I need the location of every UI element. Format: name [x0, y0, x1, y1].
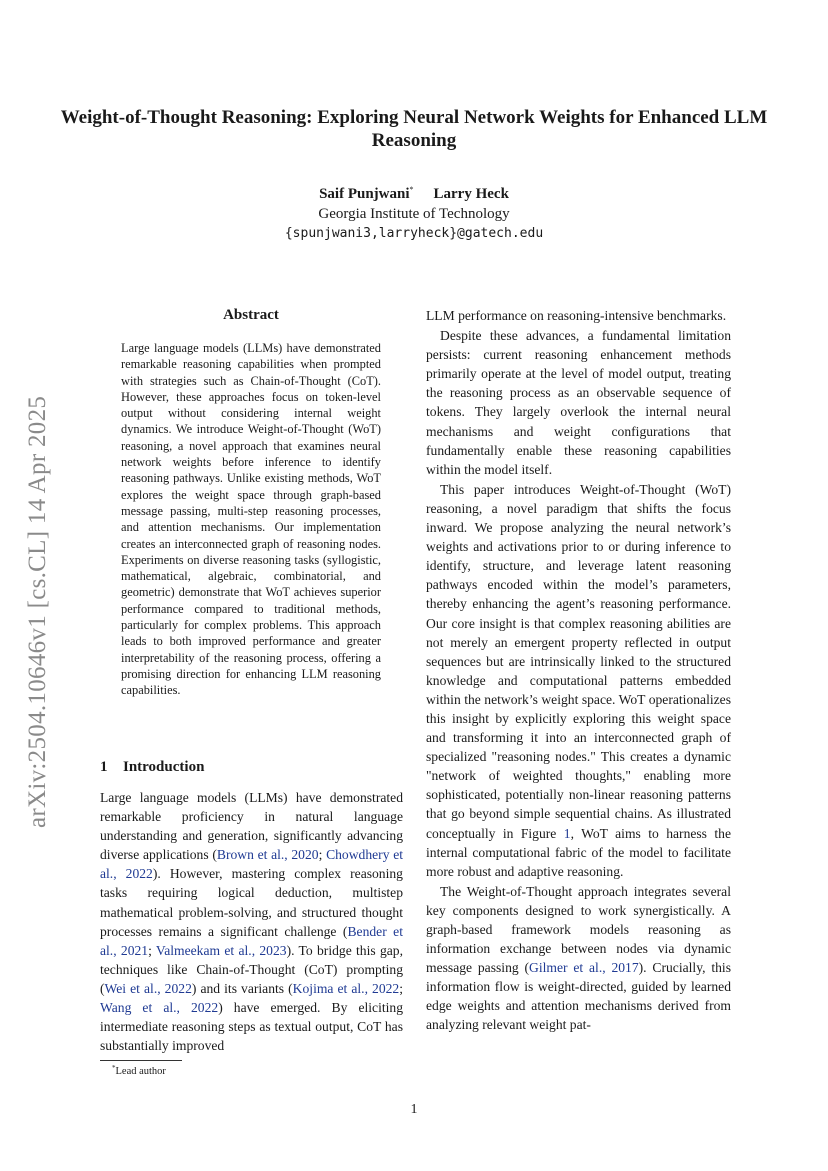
body-text: Large language models (LLMs) have demonstrated remarkable proficiency in natural language understanding and generation, significantly advancing diverse applications ( — [100, 790, 403, 863]
paragraph — [426, 480, 731, 881]
body-text: ; — [318, 847, 327, 863]
introduction-right-column — [426, 306, 731, 1035]
author-footnote-mark[interactable]: * — [409, 185, 414, 194]
citation-link[interactable]: Bender et al., 2021 — [100, 923, 403, 958]
paper-title: Weight-of-Thought Reasoning: Exploring Neural Network Weights for Enhanced LLM Reasoning — [60, 107, 768, 151]
abstract-body: Large language models (LLMs) have demonstrated remarkable reasoning capabilities when prompted with strategies such as Chain-of-Thought (CoT). However, these approaches focus on token-level output without considering internal weight dynamics. We introduce Weight-of-Thought (WoT) reasoning, a novel approach that examines neural network weights before inference to identify reasoning pathways. Unlike existing methods, WoT explores the weight space through graph-based message passing, multi-step reasoning processes, and attention mechanisms. Our implementation creates an interconnected graph of reasoning nodes. Experiments on diverse reasoning tasks (syllogistic, mathematical, algebraic, combinatorial, and geometric) demonstrate that WoT achieves superior performance compared to traditional methods, particularly for complex problems. This approach leads to both improved performance and greater interpretability of the reasoning process, offering a promising direction for enhancing LLM reasoning capabilities. — [121, 341, 381, 698]
author-emails: {spunjwani3,larryheck}@gatech.edu — [284, 226, 544, 241]
citation-link[interactable]: Wang et al., 2022 — [100, 1000, 219, 1016]
footnote — [112, 1064, 166, 1077]
section-number: 1 — [100, 759, 108, 775]
footnote-text: Lead author — [115, 1066, 166, 1077]
body-text: ). Crucially, this information flow is weight-directed, guided by learned edge weights and attention mechanisms derived from analyzing relevant weight pat- — [426, 960, 731, 1033]
page-number: 1 — [410, 1102, 418, 1117]
citation-link[interactable]: Chowdhery et al., 2022 — [100, 847, 403, 882]
author-list — [60, 185, 768, 203]
body-text: ). To bridge this gap, techniques like Chain-of-Thought (CoT) prompting ( — [100, 942, 403, 996]
paragraph — [426, 326, 731, 479]
body-text: LLM performance on reasoning-intensive benchmarks. — [426, 308, 727, 323]
citation-link[interactable]: 1 — [563, 825, 571, 841]
body-text: ). However, mastering complex reasoning tasks requiring logical deduction, multistep mathematical problem-solving, and structured thought processes remains a significant challenge ( — [100, 866, 403, 939]
section-title: Introduction — [123, 759, 205, 775]
footnote-divider — [100, 1060, 182, 1061]
citation-link[interactable]: Kojima et al., 2022 — [292, 980, 400, 996]
section-heading-introduction — [100, 759, 204, 776]
citation-link[interactable]: Gilmer et al., 2017 — [529, 960, 639, 976]
footnote-mark: * — [112, 1064, 116, 1072]
abstract-heading: Abstract — [223, 307, 279, 323]
body-text: This paper introduces Weight-of-Thought (WoT) reasoning, a novel paradigm that shifts the focus inward. We propose analyzing the neural network’s weights and activations prior to or during inference to identify, structure, and leverage latent reasoning pathways encoded within the model’s parameters, thereby enhancing the agent’s reasoning performance. Our core insight is that complex reasoning abilities are not merely an emergent property reflected in output sequences but are intrinsically linked to the structured knowledge and computational patterns embedded within the network’s weight space. WoT operationalizes this insight by explicitly exploring this weight space and transforming it into an interconnected graph of specialized "reasoning nodes." This creates a dynamic "network of weighted thoughts," enabling more sophisticated, potentially non-linear reasoning patterns that go beyond simple sequential chains. As illustrated conceptually in Figure — [426, 481, 731, 841]
paragraph — [100, 788, 403, 1055]
citation-link[interactable]: Valmeekam et al., 2023 — [155, 942, 287, 958]
arxiv-identifier[interactable]: arXiv:2504.10646v1 [cs.CL] 14 Apr 2025 — [24, 395, 51, 828]
paragraph — [426, 882, 731, 1035]
citation-link[interactable]: Wei et al., 2022 — [104, 980, 192, 996]
body-text: Despite these advances, a fundamental limitation persists: current reasoning enhancement methods primarily operate at the level of model output, treating the reasoning process as an observable sequence of tokens. They largely overlook the internal neural mechanisms and weight configurations that fundamentally enable these reasoning capabilities within the model itself. — [426, 328, 731, 477]
author-name: Larry Heck — [433, 186, 509, 202]
body-text: , WoT aims to harness the internal computational fabric of the model to facilitate more robust and adaptive reasoning. — [426, 825, 731, 879]
body-text: ) and its variants ( — [191, 980, 293, 996]
body-text: ; — [399, 980, 404, 996]
citation-link[interactable]: Brown et al., 2020 — [216, 847, 319, 863]
body-text: ) have emerged. By eliciting intermediate reasoning steps as textual output, CoT has substantially improved — [100, 1000, 404, 1054]
affiliation: Georgia Institute of Technology — [318, 206, 510, 222]
paragraph — [426, 306, 731, 325]
body-text: ; — [148, 942, 156, 958]
introduction-left-column — [100, 788, 403, 1055]
body-text: The Weight-of-Thought approach integrates several key components designed to work synergistically. A graph-based framework models reasoning as information exchange between nodes via dynamic message passing ( — [426, 883, 731, 976]
author-name: Saif Punjwani — [319, 186, 410, 202]
